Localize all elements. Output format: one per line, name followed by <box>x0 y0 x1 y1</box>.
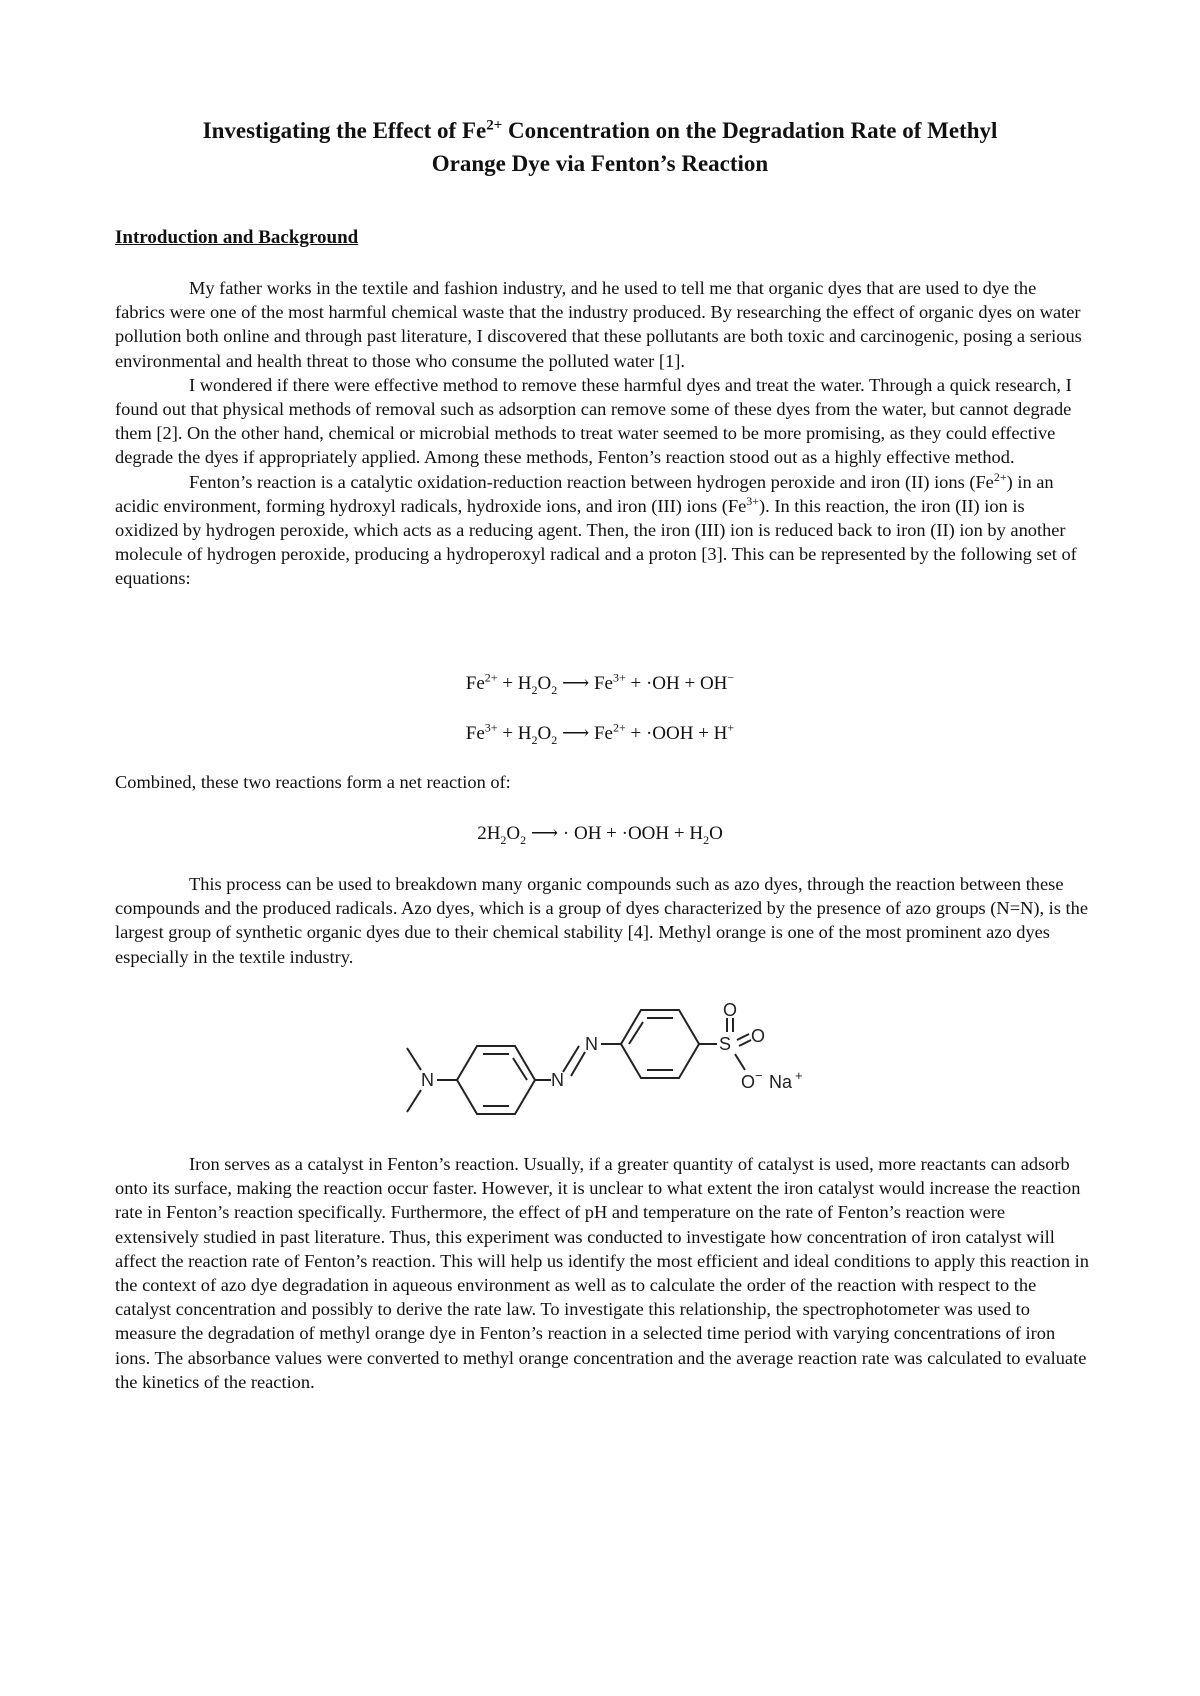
p3-text-b: ) in an acidic environment, forming hydroxyl radicals, hydroxide ions, and iron (III) ions (Fe <box>115 471 1054 516</box>
azo-paragraph <box>115 872 1090 969</box>
eq2-h: + H <box>497 723 532 744</box>
combined-sentence: Combined, these two reactions form a net reaction of: <box>115 772 511 792</box>
eq1-h: + H <box>497 673 532 694</box>
p3-superscript-2: 3+ <box>746 493 760 508</box>
atom-o-right: O <box>751 1026 766 1046</box>
benzene-ring-left <box>457 1046 535 1114</box>
eq2-sub-2: 2 <box>551 732 558 747</box>
atom-o-minus: O <box>741 1072 756 1092</box>
paragraph-2: I wondered if there were effective method to remove these harmful dyes and treat the water. Through a quick research, I found out that physical methods of removal such as adsorption can remove some of these dyes from the water, but cannot degrade them [2]. On the other hand, chemical or microbial methods to treat water seemed to be more promising, as they could effective degrade the dyes if appropriately applied. Among these methods, Fenton’s reaction stood out as a highly effective method. <box>115 374 1072 468</box>
p3-superscript-1: 2+ <box>993 469 1007 484</box>
p3-text-a: Fenton’s reaction is a catalytic oxidation-reduction reaction between hydrogen peroxide and iron (II) ions (Fe <box>189 471 994 492</box>
molecule-bonds <box>407 1010 751 1114</box>
eq1-fe: Fe <box>465 673 485 694</box>
eq3-water-o: O <box>709 823 723 844</box>
intro-paragraphs <box>115 276 1090 591</box>
title-text-a: Investigating the Effect of Fe <box>202 118 487 143</box>
equation-1 <box>0 672 1200 695</box>
paragraph-5: Iron serves as a catalyst in Fenton’s reaction. Usually, if a greater quantity of catalyst is used, more reactants can adsorb onto its surface, making the reaction occur faster. However, it is unclear to what extent the iron catalyst would increase the reaction rate in Fenton’s reaction specifically. Furthermore, the effect of pH and temperature on the rate of Fenton’s reaction were extensively studied in past literature. Thus, this experiment was conducted to investigate how concentration of iron catalyst will affect the reaction rate of Fenton’s reaction. This will help us identify the most efficient and ideal conditions to apply this reaction in the context of azo dye degradation in aqueous environment as well as to calculate the order of the reaction with respect to the catalyst concentration and possibly to derive the rate law. To investigate this relationship, the spectrophotometer was used to measure the degradation of methyl orange dye in Fenton’s reaction in a selected time period with varying concentrations of iron ions. The absorbance values were converted to methyl orange concentration and the average reaction rate was calculated to evaluate the kinetics of the reaction. <box>115 1154 1089 1392</box>
s-o-right-double-1 <box>737 1034 749 1040</box>
atom-n-amine: N <box>421 1070 434 1090</box>
eq2-sub-1: 2 <box>531 732 538 747</box>
eq3-h: 2H <box>477 823 501 844</box>
title-line-2: Orange Dye via Fenton’s Reaction <box>431 151 769 176</box>
methyl-orange-structure <box>395 996 825 1126</box>
eq1-sub-1: 2 <box>531 682 538 697</box>
charge-minus: − <box>755 1068 763 1083</box>
s-o-single <box>735 1054 745 1070</box>
paragraph-1: My father works in the textile and fashion industry, and he used to tell me that organic dyes that are used to dye the fabrics were one of the most harmful chemical waste that the industry produced. By researching the effect of organic dyes on water pollution both online and through past literature, I discovered that these pollutants are both toxic and carcinogenic, posing a serious environmental and health threat to those who consume the polluted water [1]. <box>115 278 1082 371</box>
eq3-sub-2: 2 <box>520 832 527 847</box>
title-superscript: 2+ <box>486 117 503 134</box>
atom-sodium: Na <box>769 1072 793 1092</box>
eq1-rest: + ·OH + OH <box>625 673 728 694</box>
eq2-rest-charge: + <box>727 720 735 735</box>
document-title <box>100 114 1100 180</box>
eq2-arrow: ⟶ <box>557 723 594 744</box>
eq1-rest-charge: − <box>727 670 735 685</box>
charge-plus: + <box>795 1068 803 1083</box>
eq1-fe-product-charge: 3+ <box>612 670 626 685</box>
benzene-ring-right <box>621 1010 699 1078</box>
eq2-fe: Fe <box>465 723 485 744</box>
s-o-right-double-2 <box>739 1040 751 1046</box>
methyl-bond-bottom <box>407 1090 421 1112</box>
atom-sulfur: S <box>719 1034 732 1054</box>
eq3-sub-1: 2 <box>500 832 507 847</box>
paragraph-4: This process can be used to breakdown many organic compounds such as azo dyes, through the reaction between these compounds and the produced radicals. Azo dyes, which is a group of dyes characterized by the presence of azo groups (N=N), is the largest group of synthetic organic dyes due to their chemical stability [4]. Methyl orange is one of the most prominent azo dyes especially in the textile industry. <box>115 874 1089 967</box>
eq2-fe-product: Fe <box>593 723 613 744</box>
eq2-fe-product-charge: 2+ <box>612 720 626 735</box>
section-heading: Introduction and Background <box>115 227 359 248</box>
atom-n-azo-2: N <box>585 1034 598 1054</box>
eq3-products: ⟶ · OH + ·OOH + H <box>526 823 704 844</box>
methyl-bond-top <box>407 1048 421 1070</box>
eq1-fe-product: Fe <box>593 673 613 694</box>
eq1-sub-2: 2 <box>551 682 558 697</box>
catalyst-paragraph <box>115 1152 1090 1394</box>
equation-2 <box>0 722 1200 745</box>
equation-net <box>0 822 1200 845</box>
eq3-sub-3: 2 <box>703 832 710 847</box>
eq1-arrow: ⟶ <box>557 673 594 694</box>
atom-n-azo-1: N <box>551 1070 564 1090</box>
eq2-o: O <box>537 723 552 744</box>
eq1-o: O <box>537 673 552 694</box>
eq3-o: O <box>506 823 521 844</box>
eq2-rest: + ·OOH + H <box>625 723 728 744</box>
eq2-fe-charge: 3+ <box>484 720 498 735</box>
title-text-b: Concentration on the Degradation Rate of Methyl <box>502 118 998 143</box>
p3-text-c: ). In this reaction, the iron (II) ion is oxidized by hydrogen peroxide, which acts as a reducing agent. Then, the iron (III) ion is reduced back to iron (II) ion by another molecule of hydrogen peroxide, producing a hydroperoxyl radical and a proton [3]. This can be represented by the following set of equations: <box>115 495 1077 589</box>
eq1-fe-charge: 2+ <box>484 670 498 685</box>
atom-o-top: O <box>723 1000 738 1020</box>
paragraph-3 <box>115 470 1090 591</box>
title-line-1 <box>100 114 1100 147</box>
